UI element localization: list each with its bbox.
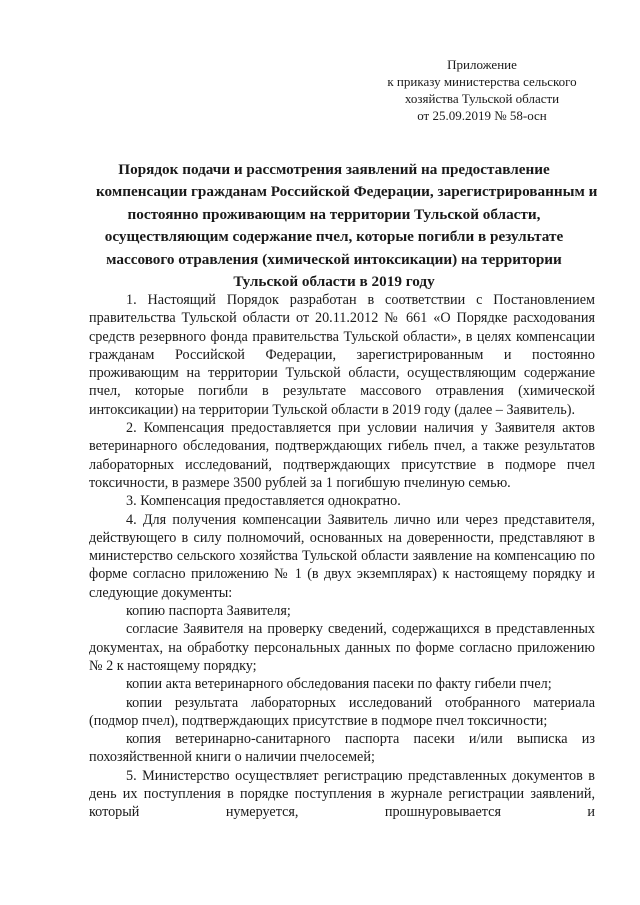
paragraph-4: 4. Для получения компенсации Заявитель лично или через представителя, действующего в силу полномочий, основанных на доверенности, представляют в министерство сельского хозяйства Тульской области заявление на компенсацию по форме согласно приложению № 1 (в двух экземплярах) к настоящему порядку и следующие документы: — [89, 511, 595, 601]
title-line: осуществляющим содержание пчел, которые погибли в результате — [104, 228, 564, 246]
attachment-ministry: хозяйства Тульской области — [404, 91, 560, 106]
attachment-date-number: от 25.09.2019 № 58-осн — [417, 108, 547, 123]
document-list-item: копии результата лабораторных исследований отобранного материала (подмор пчел), подтверждающих присутствие в подморе пчел токсичности; — [89, 694, 595, 729]
document-list-item: копия ветеринарно-санитарного паспорта пасеки и/или выписка из похозяйственной книги о наличии пчелосемей; — [89, 731, 595, 766]
title-line: компенсации гражданам Российской Федерации, зарегистрированным и — [96, 183, 598, 201]
document-body — [89, 291, 595, 822]
paragraph-5: 5. Министерство осуществляет регистрацию представленных документов в день их поступления в порядке поступления в журнале регистрации заявлений, который нумеруется, прошнуровывается и — [89, 767, 595, 821]
title-line: постоянно проживающим на территории Тульской области, — [127, 205, 541, 223]
paragraph-2: 2. Компенсация предоставляется при условии наличия у Заявителя актов ветеринарного обследования, подтверждающих гибель пчел, а также результатов лабораторных исследований, подтверждающих присутствие в подморе пчел токсичности, в размере 3500 рублей за 1 погибшую пчелиную семью. — [89, 420, 595, 491]
paragraph-1: 1. Настоящий Порядок разработан в соответствии с Постановлением правительства Тульской области от 20.11.2012 № 661 «О Порядке расходования средств резервного фонда правительства Тульской области», в целях компенсации гражданам Российской Федерации, зарегистрированным и постоянно проживающим на территории Тульской области, осуществляющим содержание пчел, которые погибли в результате массового отравления (химической интоксикации) на территории Тульской области в 2019 году (далее – Заявитель). — [89, 292, 595, 418]
title-line: Тульской области в 2019 году — [233, 273, 435, 291]
title-line: Порядок подачи и рассмотрения заявлений на предоставление — [118, 161, 550, 178]
title-line: массового отравления (химической интоксикации) на территории — [106, 250, 562, 268]
document-list-item: копию паспорта Заявителя; — [126, 603, 291, 620]
document-title — [96, 159, 598, 293]
paragraph-3: 3. Компенсация предоставляется однократно. — [126, 493, 401, 510]
document-list-item: согласие Заявителя на проверку сведений, содержащихся в представленных документах, на обработку персональных данных по форме согласно приложению № 2 к настоящему порядку; — [89, 621, 595, 674]
document-list-item: копии акта ветеринарного обследования пасеки по факту гибели пчел; — [126, 676, 552, 693]
attachment-label: Приложение — [447, 57, 517, 72]
attachment-header — [372, 56, 592, 124]
attachment-order-ref: к приказу министерства сельского — [387, 74, 577, 89]
